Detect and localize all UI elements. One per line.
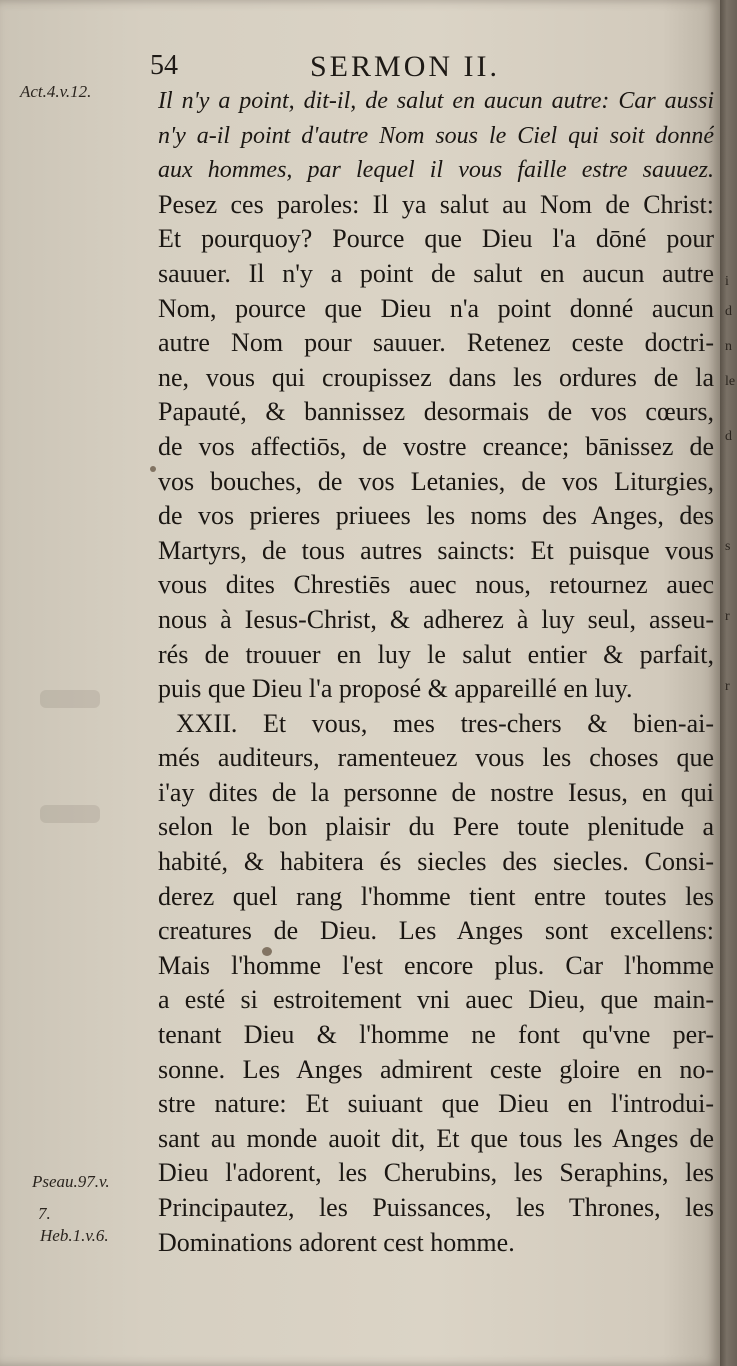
- margin-note-hebrews: Heb.1.v.6.: [40, 1226, 109, 1245]
- edge-letter: r: [725, 609, 730, 624]
- edge-letter: le: [725, 374, 736, 389]
- text-line: Martyrs, de tous autres saincts: Et puisque vous: [158, 535, 714, 565]
- edge-letter: n: [725, 339, 732, 354]
- text-line: ne, vous qui croupissez dans les ordures de la: [158, 362, 714, 392]
- text-line: derez quel rang l'homme tient entre toutes les: [158, 881, 714, 911]
- text-line: a esté si estroitement vni auec Dieu, que main-: [158, 985, 714, 1015]
- running-head: SERMON II.: [310, 50, 501, 83]
- text-line: creatures de Dieu. Les Anges sont excellens:: [158, 916, 714, 946]
- edge-letter: r: [725, 679, 730, 694]
- text-line: de vos affectiōs, de vostre creance; bānissez de: [158, 431, 714, 461]
- text-line: i'ay dites de la personne de nostre Iesus, en qui: [158, 777, 714, 807]
- paper-stain: [40, 805, 100, 823]
- text-line: Dieu l'adorent, les Cherubins, les Seraphins, les: [158, 1158, 714, 1188]
- section-heading-line: XXII. Et vous, mes tres-chers & bien-ai-: [176, 708, 714, 738]
- edge-letter: i: [725, 274, 729, 289]
- text-line: Nom, pource que Dieu n'a point donné aucun: [158, 293, 714, 323]
- text-line: vous dites Chrestiēs auec nous, retournez auec: [158, 570, 714, 600]
- paper-stain: [40, 690, 100, 708]
- text-line: Papauté, & bannissez desormais de vos cœurs,: [158, 397, 714, 427]
- text-line: stre nature: Et suiuant que Dieu en l'introdui-: [158, 1089, 714, 1119]
- sermon-text: [158, 84, 714, 1260]
- text-line: autre Nom pour sauuer. Retenez ceste doctri-: [158, 328, 714, 358]
- text-line: Il n'y a point, dit-il, de salut en aucun autre: Car aussi: [158, 88, 714, 114]
- text-line: Mais l'homme l'est encore plus. Car l'homme: [158, 950, 714, 980]
- text-line: Et pourquoy? Pource que Dieu l'a dōné pour: [158, 224, 714, 254]
- margin-note-psalm: Pseau.97.v.: [32, 1172, 110, 1191]
- edge-letter: d: [725, 429, 732, 444]
- text-line: sant au monde auoit dit, Et que tous les Anges de: [158, 1123, 714, 1153]
- page-number: 54: [150, 50, 178, 81]
- text-line: selon le bon plaisir du Pere toute plenitude a: [158, 812, 714, 842]
- text-line: puis que Dieu l'a proposé & appareillé en luy.: [158, 674, 633, 704]
- text-line: més auditeurs, ramenteuez vous les choses que: [158, 743, 714, 773]
- margin-note-psalm-verse: 7.: [38, 1204, 51, 1223]
- text-line: de vos prieres priuees les noms des Anges, des: [158, 501, 714, 531]
- text-line: nous à Iesus-Christ, & adherez à luy seul, asseu-: [158, 604, 714, 634]
- text-line: sonne. Les Anges admirent ceste gloire en no-: [158, 1054, 714, 1084]
- edge-letter: s: [725, 539, 731, 554]
- text-line: n'y a-il point d'autre Nom sous le Ciel qui soit donné: [158, 122, 714, 149]
- text-line: aux hommes, par lequel il vous faille estre sauuez.: [158, 157, 714, 184]
- text-line: rés de trouuer en luy le salut entier & parfait,: [158, 639, 714, 669]
- text-line: sauuer. Il n'y a point de salut en aucun autre: [158, 258, 714, 288]
- text-line: vos bouches, de vos Letanies, de vos Liturgies,: [158, 466, 714, 496]
- margin-note-acts: Act.4.v.12.: [20, 82, 92, 101]
- ink-spot: [150, 466, 156, 472]
- text-line: Principautez, les Puissances, les Thrones, les: [158, 1193, 714, 1222]
- text-line: tenant Dieu & l'homme ne font qu'vne per-: [158, 1020, 714, 1050]
- text-line: Pesez ces paroles: Il ya salut au Nom de Christ:: [158, 189, 714, 219]
- text-line: Dominations adorent cest homme.: [158, 1227, 515, 1257]
- text-line: habité, & habitera és siecles des siecles. Consi-: [158, 847, 714, 877]
- edge-letter: d: [725, 304, 732, 319]
